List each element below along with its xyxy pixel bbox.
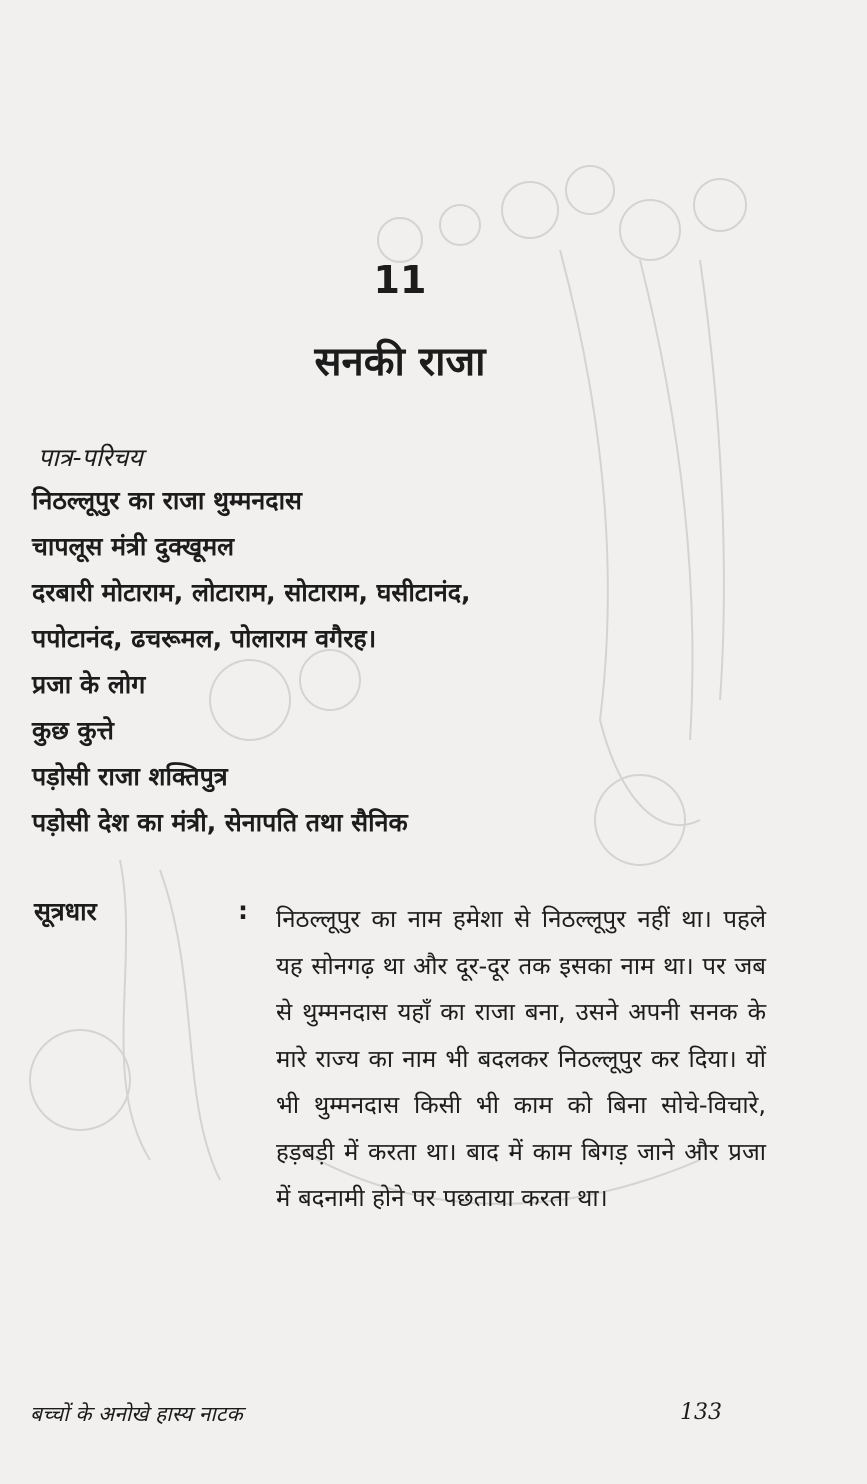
cast-list <box>32 478 471 846</box>
speaker-name: सूत्रधार <box>34 897 97 926</box>
cast-member: कुछ कुत्ते <box>32 716 114 745</box>
cast-member: चापलूस मंत्री दुक्खूमल <box>32 532 235 561</box>
footer-book-title: बच्चों के अनोखे हास्य नाटक <box>30 1402 243 1426</box>
cast-member: पड़ोसी देश का मंत्री, सेनापति तथा सैनिक <box>32 808 408 837</box>
cast-member: दरबारी मोटाराम, लोटाराम, सोटाराम, घसीटानंद, <box>32 578 471 607</box>
chapter-title: सनकी राजा <box>314 339 486 385</box>
cast-member: पपोटानंद, ढचरूमल, पोलाराम वगैरह। <box>32 624 377 653</box>
dialogue-text: निठल्लूपुर का नाम हमेशा से निठल्लूपुर नहीं था। पहले यह सोनगढ़ था और दूर-दूर तक इसका नाम था। पर जब से थुम्मनदास यहाँ का राजा बना, उसने अपनी सनक के मारे राज्य का नाम भी बदलकर निठल्लूपुर कर दिया। यों भी थुम्मनदास किसी भी काम को बिना सोचे-विचारे, हड़बड़ी में करता था। बाद में काम बिगड़ जाने और प्रजा में बदनामी होने पर पछताया करता था। <box>276 905 766 1212</box>
speaker-separator: : <box>238 896 248 925</box>
page-number: 133 <box>680 1400 722 1425</box>
cast-member: निठल्लूपुर का राजा थुम्मनदास <box>32 486 302 515</box>
chapter-number: 11 <box>373 258 427 302</box>
cast-member: प्रजा के लोग <box>32 670 146 699</box>
cast-member: पड़ोसी राजा शक्तिपुत्र <box>32 762 228 791</box>
cast-heading: पात्र-परिचय <box>38 443 143 472</box>
